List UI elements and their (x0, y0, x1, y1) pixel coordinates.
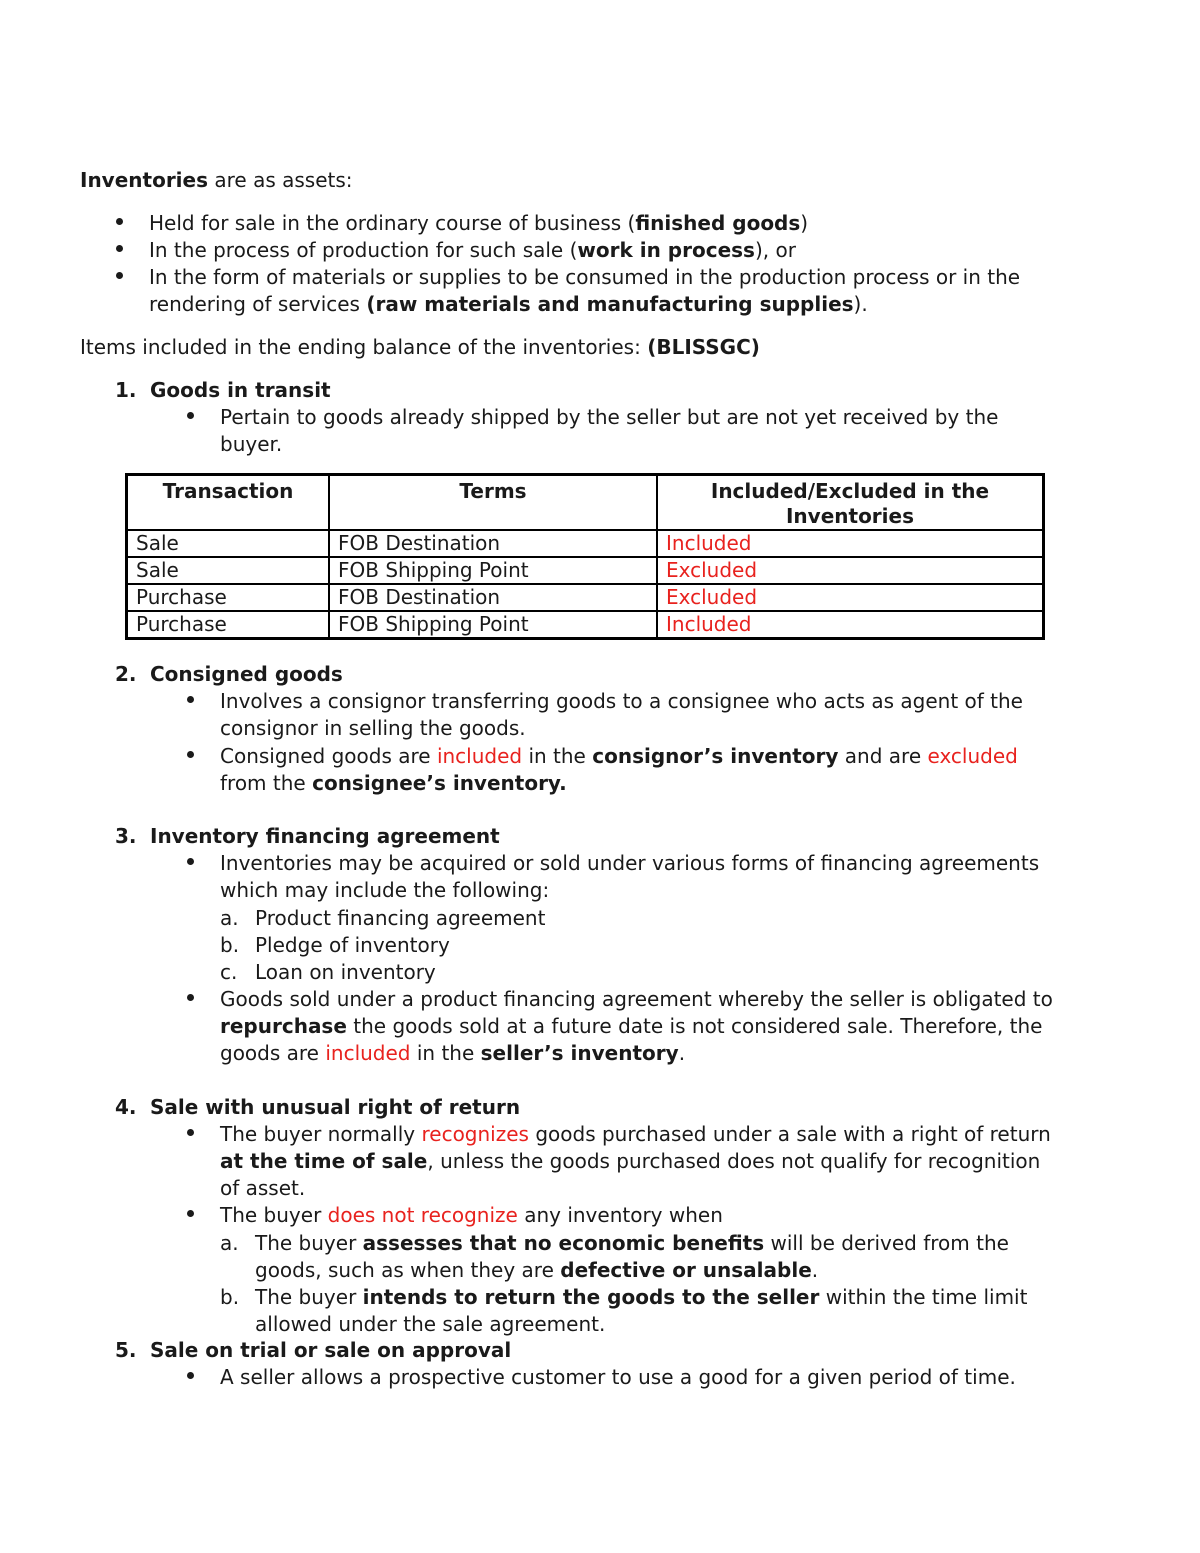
section-2-bullet-2-cont: from the consignee’s inventory. (220, 771, 567, 795)
bullet-icon (187, 858, 194, 865)
table-cell-status: Excluded (657, 557, 1044, 584)
section-4-bullet-1: The buyer normally recognizes goods purchased under a sale with a right of return (220, 1122, 1051, 1146)
section-4-number: 4. (115, 1095, 137, 1119)
bullet-icon (116, 218, 123, 225)
list-item: Pledge of inventory (255, 933, 450, 957)
bullet-icon (187, 412, 194, 419)
table-cell: Purchase (127, 584, 330, 611)
intro-bullet-3: In the form of materials or supplies to be consumed in the production process or in the (149, 265, 1021, 289)
section-2-bullet-2: Consigned goods are included in the consignor’s inventory and are excluded (220, 744, 1018, 768)
section-2-title: Consigned goods (150, 662, 343, 686)
table-row (127, 611, 1044, 639)
list-item: Product financing agreement (255, 906, 546, 930)
list-letter: a. (220, 906, 239, 930)
bullet-icon (187, 994, 194, 1001)
list-letter: a. (220, 1231, 239, 1255)
list-letter: b. (220, 933, 240, 957)
list-letter: b. (220, 1285, 240, 1309)
section-3-bullet-1: Inventories may be acquired or sold under various forms of financing agreements (220, 851, 1040, 875)
table-cell-status: Included (657, 530, 1044, 557)
bullet-icon (187, 1210, 194, 1217)
section-4-bullet-2: The buyer does not recognize any inventory when (220, 1203, 723, 1227)
intro-bullet-1: Held for sale in the ordinary course of business (finished goods) (149, 211, 809, 235)
intro-bullet-2: In the process of production for such sale (work in process), or (149, 238, 796, 262)
items-intro: Items included in the ending balance of the inventories: (BLISSGC) (80, 335, 760, 359)
table-header-cell: Transaction (127, 475, 330, 531)
table-cell: Sale (127, 530, 330, 557)
intro-term: Inventories (80, 168, 209, 192)
section-5-number: 5. (115, 1338, 137, 1362)
section-3-bullet-2-cont: repurchase the goods sold at a future date is not considered sale. Therefore, the (220, 1014, 1043, 1038)
bullet-icon (187, 751, 194, 758)
table-cell: FOB Shipping Point (329, 557, 657, 584)
bullet-icon (187, 1372, 194, 1379)
table-cell-status: Included (657, 611, 1044, 639)
list-letter: c. (220, 960, 238, 984)
table-header-cell: Included/Excluded in the Inventories (657, 475, 1044, 531)
section-4-title: Sale with unusual right of return (150, 1095, 521, 1119)
section-4-bullet-1-cont2: of asset. (220, 1176, 306, 1200)
inventory-terms-table (125, 473, 1045, 640)
section-3-number: 3. (115, 824, 137, 848)
table-row (127, 557, 1044, 584)
section-1-bullet: Pertain to goods already shipped by the seller but are not yet received by the (220, 405, 999, 429)
list-item-cont: goods, such as when they are defective or unsalable. (255, 1258, 819, 1282)
table-cell: FOB Destination (329, 530, 657, 557)
table-cell: FOB Shipping Point (329, 611, 657, 639)
table-cell: Purchase (127, 611, 330, 639)
bullet-icon (187, 1129, 194, 1136)
section-3-title: Inventory financing agreement (150, 824, 500, 848)
bullet-icon (116, 272, 123, 279)
section-3-bullet-2: Goods sold under a product financing agreement whereby the seller is obligated to (220, 987, 1053, 1011)
list-item-cont: allowed under the sale agreement. (255, 1312, 606, 1336)
section-2-bullet-1-cont: consignor in selling the goods. (220, 716, 526, 740)
section-5-bullet: A seller allows a prospective customer to use a good for a given period of time. (220, 1365, 1016, 1389)
list-item: The buyer assesses that no economic benefits will be derived from the (255, 1231, 1009, 1255)
bullet-icon (116, 245, 123, 252)
table-header-cell: Terms (329, 475, 657, 531)
section-1-title: Goods in transit (150, 378, 331, 402)
list-item: Loan on inventory (255, 960, 436, 984)
list-item: The buyer intends to return the goods to the seller within the time limit (255, 1285, 1028, 1309)
table-row (127, 584, 1044, 611)
section-4-bullet-1-cont: at the time of sale, unless the goods purchased does not qualify for recognition (220, 1149, 1041, 1173)
bullet-icon (187, 696, 194, 703)
table-cell-status: Excluded (657, 584, 1044, 611)
section-5-title: Sale on trial or sale on approval (150, 1338, 512, 1362)
section-3-bullet-2-cont2: goods are included in the seller’s inventory. (220, 1041, 686, 1065)
intro-bullet-3-cont: rendering of services (raw materials and manufacturing supplies). (149, 292, 868, 316)
table-cell: FOB Destination (329, 584, 657, 611)
section-3-bullet-1-cont: which may include the following: (220, 878, 550, 902)
table-row (127, 530, 1044, 557)
table-header-row (127, 475, 1044, 531)
section-1-number: 1. (115, 378, 137, 402)
section-1-bullet-cont: buyer. (220, 432, 283, 456)
intro-line: Inventories are as assets: (80, 168, 353, 192)
section-2-number: 2. (115, 662, 137, 686)
section-2-bullet-1: Involves a consignor transferring goods to a consignee who acts as agent of the (220, 689, 1023, 713)
table-cell: Sale (127, 557, 330, 584)
